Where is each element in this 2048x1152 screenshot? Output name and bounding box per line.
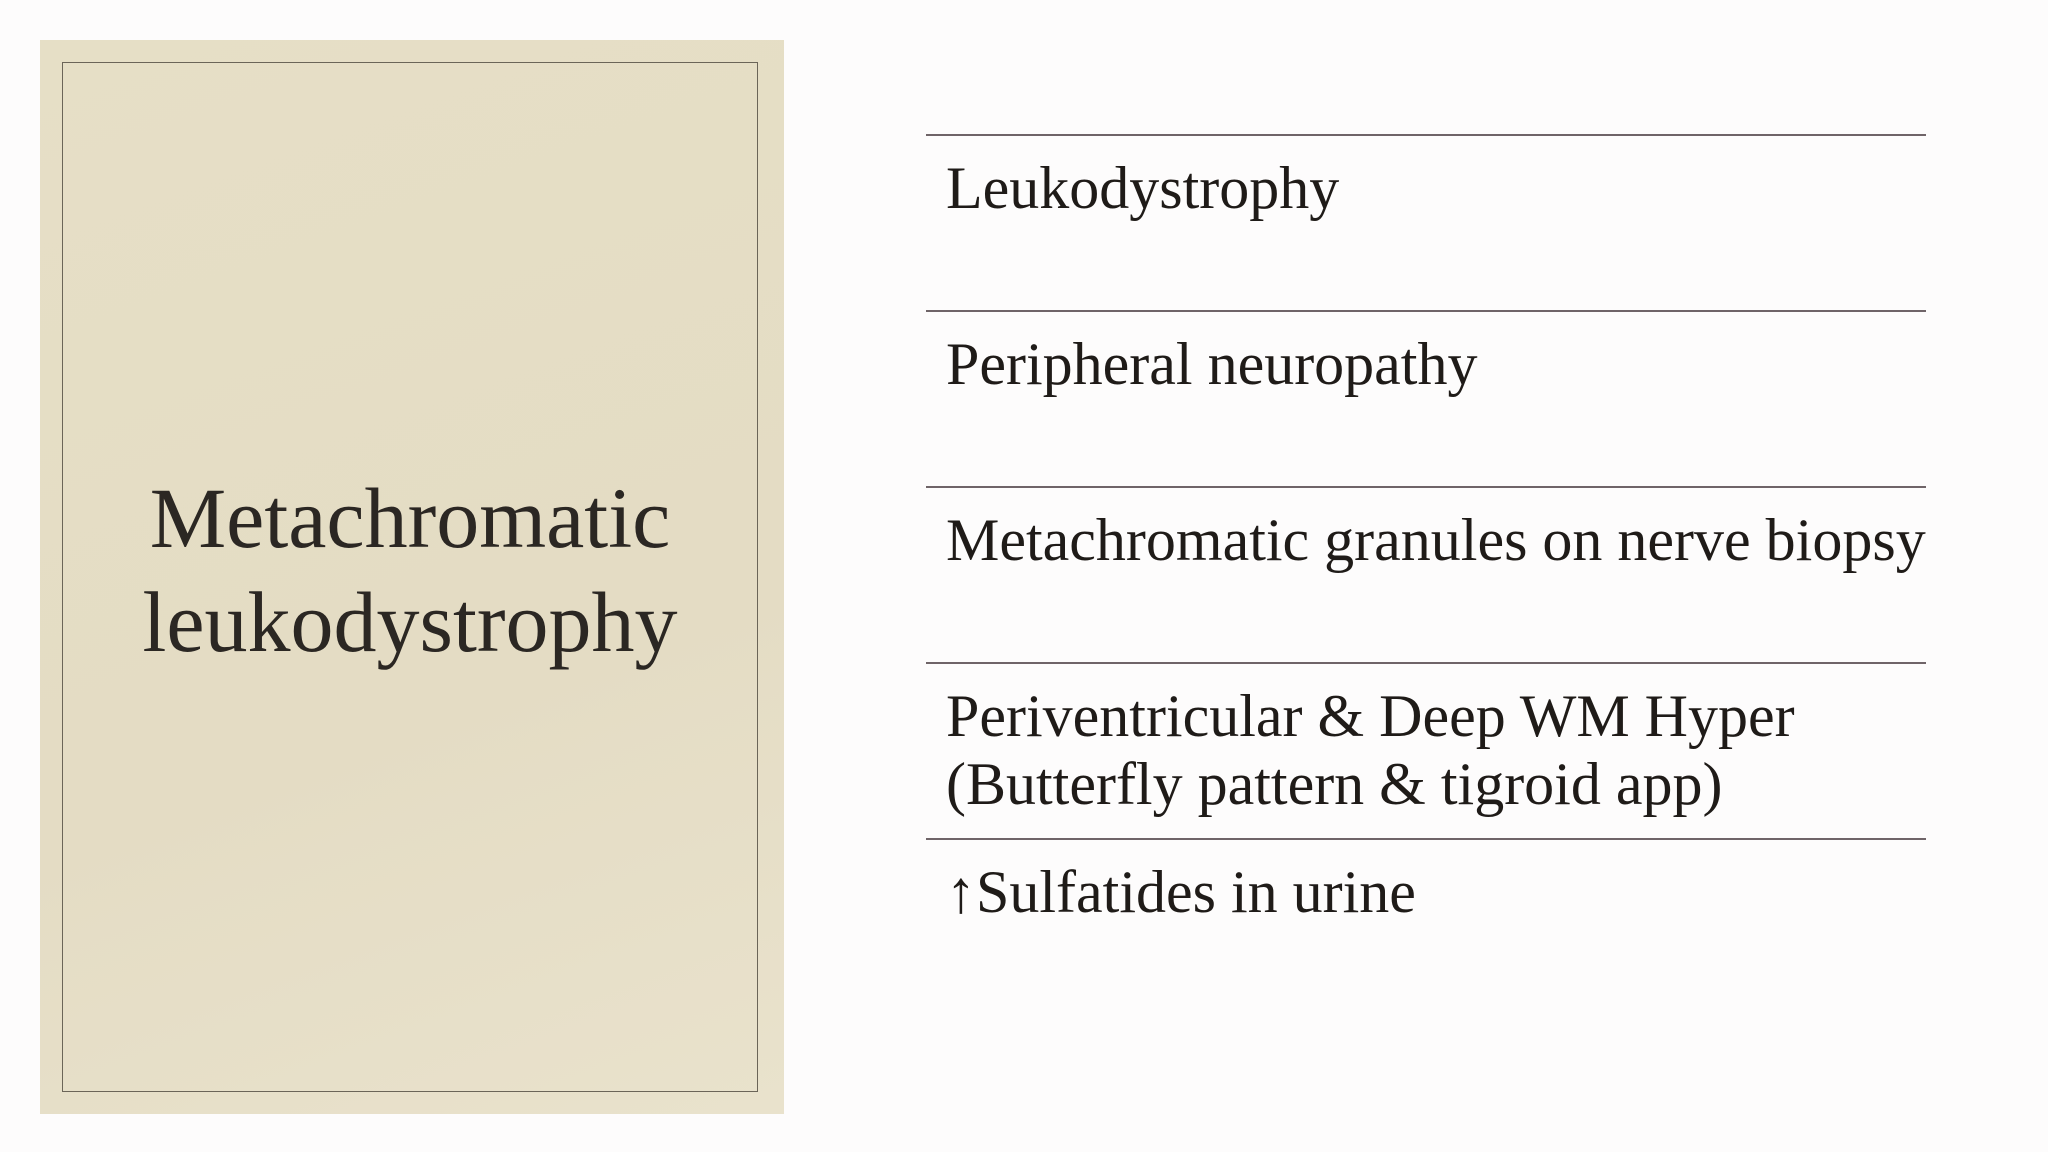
list-item <box>926 310 1926 486</box>
slide-title: Metachromatic leukodystrophy <box>142 470 678 670</box>
title-frame <box>62 62 758 1092</box>
feature-list <box>926 134 1926 1014</box>
list-item-text: ↑Sulfatides in urine <box>946 859 1416 925</box>
list-item <box>926 662 1926 838</box>
list-item-text: Peripheral neuropathy <box>946 331 1478 397</box>
list-item <box>926 838 1926 1014</box>
list-item-text: Leukodystrophy <box>946 155 1340 221</box>
title-panel <box>40 40 784 1114</box>
list-item-text: Periventricular & Deep WM Hyper (Butterfly pattern & tigroid app) <box>946 683 1795 817</box>
list-item-text: Metachromatic granules on nerve biopsy <box>946 507 1926 573</box>
list-item <box>926 486 1926 662</box>
list-item <box>926 134 1926 310</box>
